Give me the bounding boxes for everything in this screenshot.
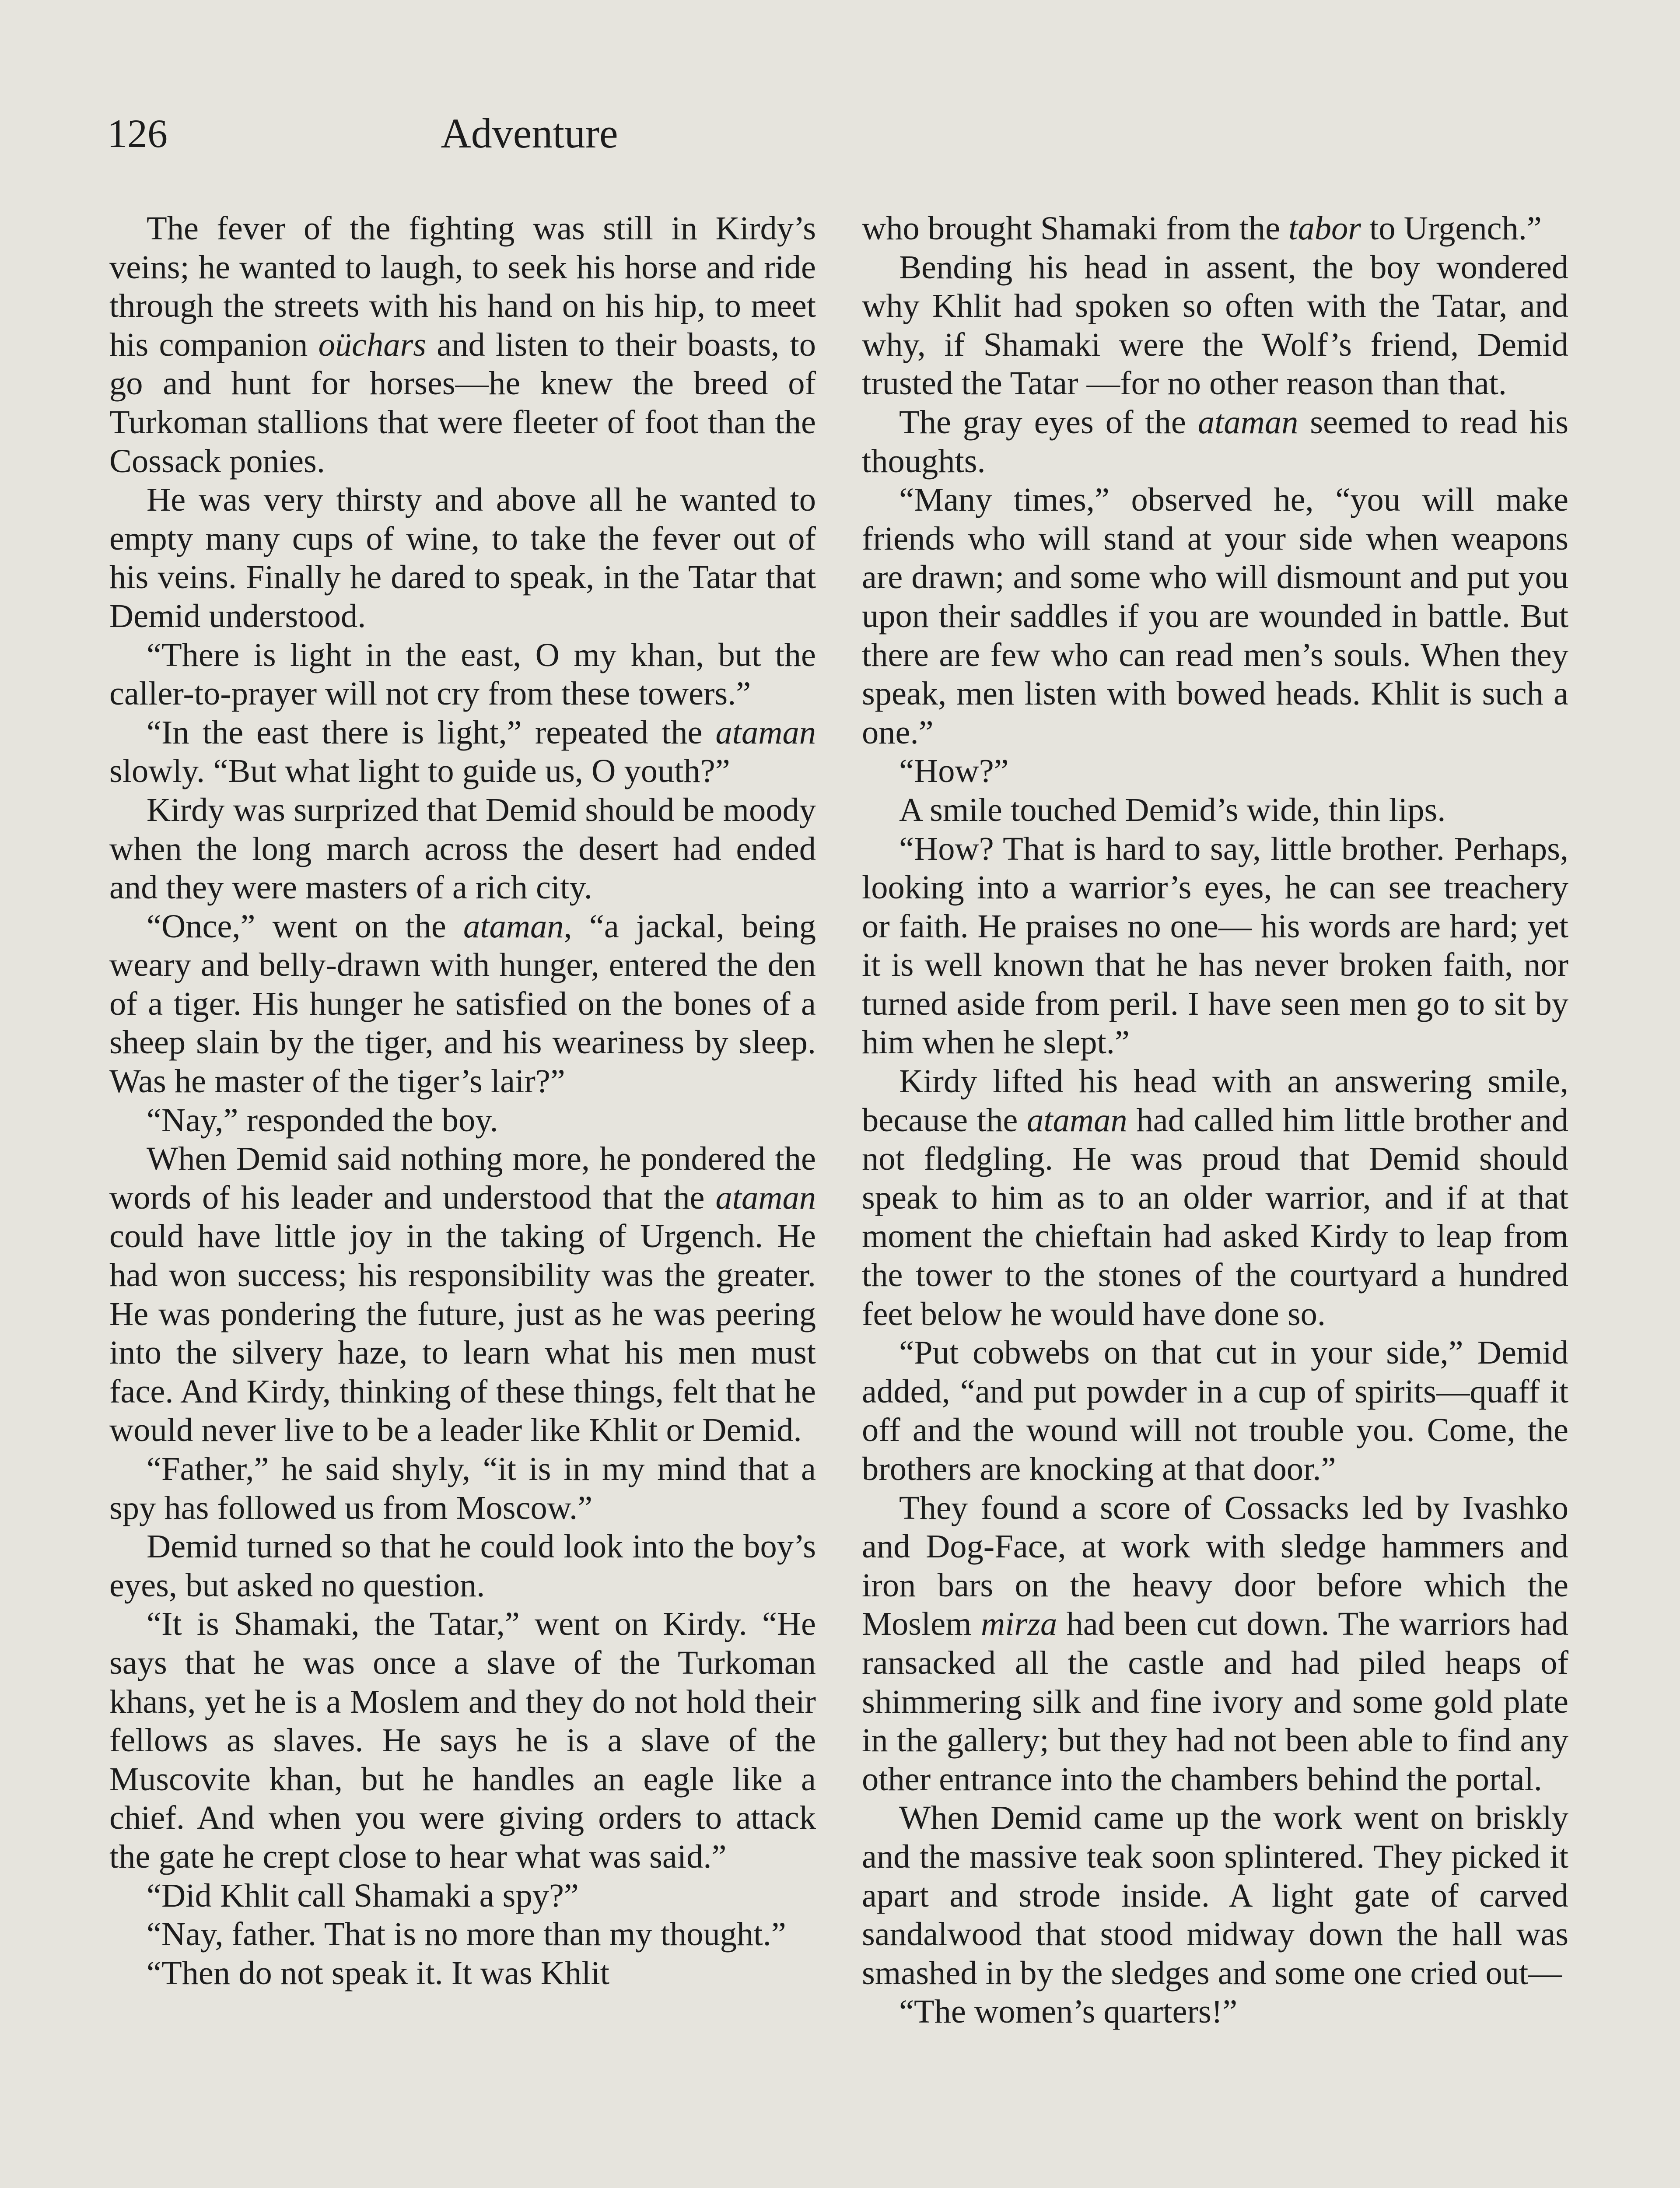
paragraph: “Many times,” observed he, “you will make friends who will stand at your side when weapons are drawn; and some who will dismount and put you upon their saddles if you are wounded in battle. But there are few who can read men’s souls. When they speak, men listen with bowed heads. Khlit is such a one.” [862,481,1568,751]
paragraph: The fever of the fighting was still in Kirdy’s veins; he wanted to laugh, to seek his horse and ride through the streets with his hand on his hip, to meet his companion oüchars and listen to their boasts, to go and hunt for horses—he knew the breed of Turkoman stallions that were fleeter of foot than the Cossack ponies. [109,210,816,480]
paragraph: “Nay, father. That is no more than my thought.” [147,1915,786,1953]
page-header [107,109,952,158]
paragraph: They found a score of Cossacks led by Ivashko and Dog-Face, at work with sledge hammers and iron bars on the heavy door before which the Moslem mirza had been cut down. The warriors had ransacked all the castle and had piled heaps of shimmering silk and fine ivory and some gold plate in the gallery; but they had not been able to find any other entrance into the chambers behind the portal. [862,1489,1568,1798]
paragraph: “In the east there is light,” repeated the ataman slowly. “But what light to guide us, O youth?” [109,713,816,790]
paragraph: “Father,” he said shyly, “it is in my mind that a spy has followed us from Moscow.” [109,1450,816,1526]
right-text-column [862,209,1568,2031]
paragraph: The gray eyes of the ataman seemed to read his thoughts. [862,403,1568,480]
running-title: Adventure [441,110,618,157]
paragraph: “Then do not speak it. It was Khlit [147,1954,610,1992]
paragraph: When Demid came up the work went on briskly and the massive teak soon splintered. They picked it apart and strode inside. A light gate of carved sandalwood that stood midway down the hall was smashed in by the sledges and some one cried out— [862,1799,1568,1992]
paragraph: who brought Shamaki from the tabor to Urgench.” [862,210,1542,247]
paragraph: He was very thirsty and above all he wanted to empty many cups of wine, to take the fever out of his veins. Finally he dared to speak, in the Tatar that Demid understood. [109,481,816,635]
paragraph: “There is light in the east, O my khan, but the caller-to-prayer will not cry from these towers.” [109,636,816,712]
paragraph: “Once,” went on the ataman, “a jackal, being weary and belly-drawn with hunger, entered the den of a tiger. His hunger he satisfied on the bones of a sheep slain by the tiger, and his weariness by sleep. Was he master of the tiger’s lair?” [109,907,816,1100]
paragraph: “The women’s quarters!” [899,1993,1238,2030]
paragraph: “Put cobwebs on that cut in your side,” Demid added, “and put powder in a cup of spirits—quaff it off and the wound will not trouble you. Come, the brothers are knocking at that door.” [862,1334,1568,1487]
paragraph: “Did Khlit call Shamaki a spy?” [147,1876,579,1914]
paragraph: When Demid said nothing more, he pondered the words of his leader and understood that the ataman could have little joy in the taking of Urgench. He had won success; his responsibility was the greater. He was pondering the future, just as he was peering into the silvery haze, to learn what his men must face. And Kirdy, thinking of these things, felt that he would never live to be a leader like Khlit or Demid. [109,1140,816,1449]
paragraph: Kirdy was surprized that Demid should be moody when the long march across the desert had ended and they were masters of a rich city. [109,791,816,906]
paragraph: “How?” [899,752,1009,790]
paragraph: Bending his head in assent, the boy wondered why Khlit had spoken so often with the Tatar, and why, if Shamaki were the Wolf’s friend, Demid trusted the Tatar —for no other reason than that. [862,248,1568,402]
paragraph: A smile touched Demid’s wide, thin lips. [899,791,1446,828]
paragraph: “Nay,” responded the boy. [147,1101,498,1139]
paragraph: Demid turned so that he could look into the boy’s eyes, but asked no question. [109,1528,816,1604]
left-text-column [109,209,816,1992]
paragraph: “How? That is hard to say, little brother. Perhaps, looking into a warrior’s eyes, he can see treachery or faith. He praises no one— his words are hard; yet it is well known that he has never broken faith, nor turned aside from peril. I have seen men go to sit by him when he slept.” [862,830,1568,1061]
paragraph: “It is Shamaki, the Tatar,” went on Kirdy. “He says that he was once a slave of the Turkoman khans, yet he is a Moslem and they do not hold their fellows as slaves. He says he is a slave of the Muscovite khan, but he handles an eagle like a chief. And when you were giving orders to attack the gate he crept close to hear what was said.” [109,1605,816,1875]
paragraph: Kirdy lifted his head with an answering smile, because the ataman had called him little brother and not fledgling. He was proud that Demid should speak to him as to an older warrior, and if at that moment the chieftain had asked Kirdy to leap from the tower to the stones of the courtyard a hundred feet below he would have done so. [862,1062,1568,1332]
page-number: 126 [107,111,168,156]
